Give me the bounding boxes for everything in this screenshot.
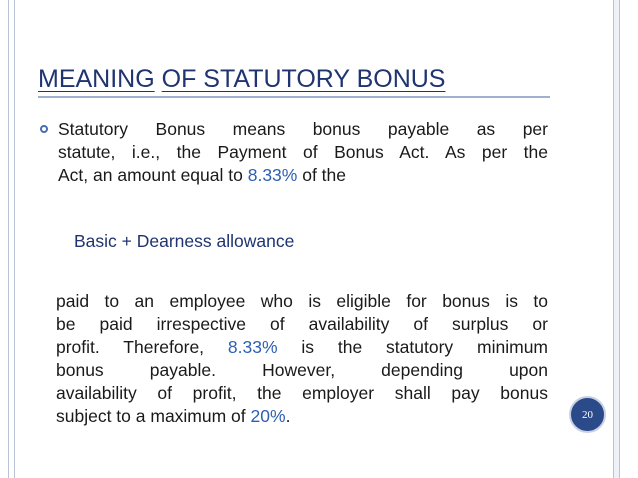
para-line-3-tail: is the statutory minimum — [277, 337, 548, 357]
right-border-line-outer — [619, 0, 620, 478]
para-highlight-maximum: 20% — [250, 406, 286, 426]
bullet-highlight-percent: 8.33% — [247, 165, 298, 185]
left-border-line-inner — [14, 0, 15, 478]
page-number-badge: 20 — [569, 396, 606, 433]
bullet-circle-icon — [40, 125, 48, 133]
formula-text: Basic + Dearness allowance — [74, 231, 295, 251]
para-highlight-minimum: 8.33% — [227, 337, 278, 357]
bullet-paragraph — [58, 118, 548, 187]
title-rest: OF STATUTORY BONUS — [161, 65, 446, 93]
bullet-line-3-tail: of the — [297, 165, 346, 185]
para-line-3-text: profit. Therefore, — [56, 337, 228, 357]
bullet-line-3 — [58, 164, 548, 187]
left-border-line — [8, 0, 9, 478]
para-line-6 — [56, 405, 548, 428]
para-line-3 — [56, 336, 548, 359]
right-border-line — [613, 0, 614, 478]
slide-title — [38, 64, 445, 94]
bullet-line-3-text: Act, an amount equal to — [58, 165, 248, 185]
title-underline-rule — [38, 96, 550, 98]
para-line-5: availability of profit, the employer shall pay bonus — [56, 383, 548, 403]
bullet-line-2: statute, i.e., the Payment of Bonus Act. As per the — [58, 142, 548, 162]
para-line-4: bonus payable. However, depending upon — [56, 360, 548, 380]
bullet-line-1: Statutory Bonus means bonus payable as per — [58, 119, 548, 139]
body-paragraph — [56, 290, 548, 428]
title-word-meaning: MEANING — [38, 65, 155, 93]
para-line-2: be paid irrespective of availability of surplus or — [56, 314, 548, 334]
para-end-period: . — [285, 406, 291, 426]
para-line-1: paid to an employee who is eligible for bonus is to — [56, 291, 548, 311]
para-line-6-text: subject to a maximum of — [56, 406, 251, 426]
